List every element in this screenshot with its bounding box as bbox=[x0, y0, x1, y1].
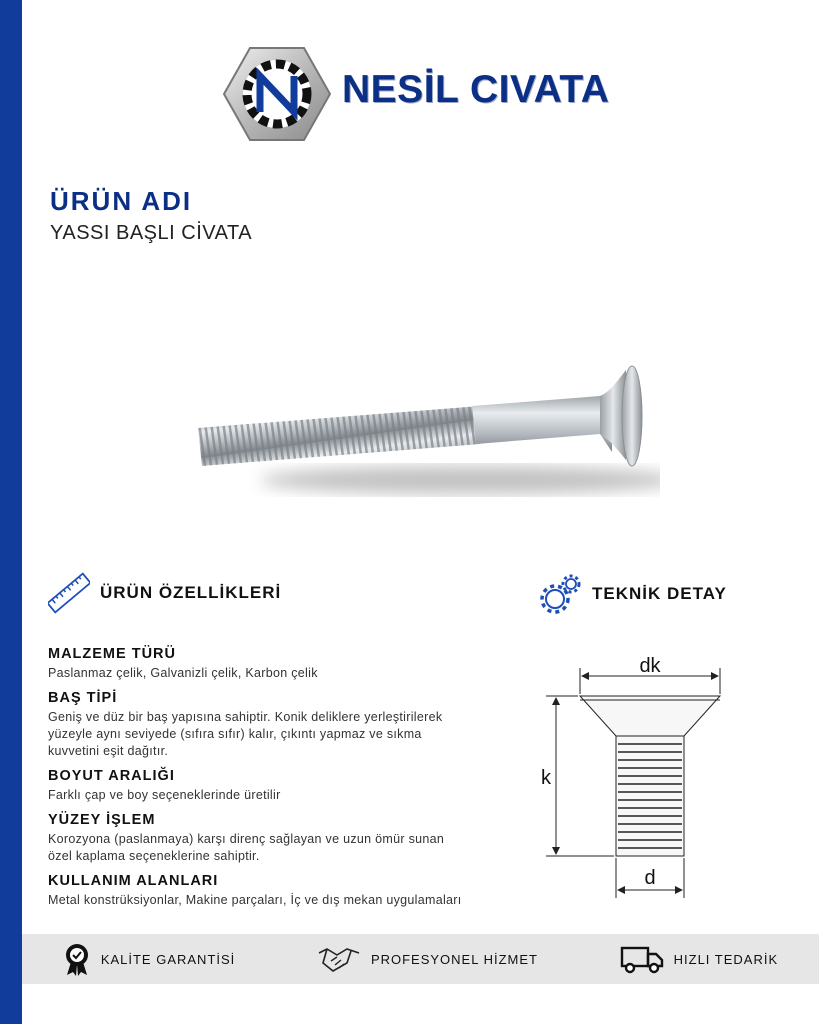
spec-item-size-range bbox=[48, 768, 468, 804]
product-name-label: ÜRÜN ADI bbox=[50, 186, 193, 216]
spec-value: Geniş ve düz bir baş yapısına sahiptir. Konik deliklere yerleştirilerek yüzeyle aynı seviyede (sıfıra sıfır) kalır, çıkıntı yapmaz ve sıkma kuvvetini eşit dağıtır. bbox=[48, 710, 443, 758]
spec-label: KULLANIM ALANLARI bbox=[48, 873, 219, 889]
spec-item-surface bbox=[48, 812, 468, 865]
footer-label: PROFESYONEL HİZMET bbox=[370, 951, 538, 967]
brand-name: NESİL CIVATA bbox=[342, 68, 610, 111]
award-badge-icon bbox=[63, 942, 91, 976]
spec-item-material bbox=[48, 646, 468, 682]
footer-label: KALİTE GARANTİSİ bbox=[100, 951, 236, 967]
spec-label: BOYUT ARALIĞI bbox=[48, 768, 175, 784]
features-title: ÜRÜN ÖZELLİKLERİ bbox=[100, 583, 282, 602]
spec-value: Korozyona (paslanmaya) karşı direnç sağlayan ve uzun ömür sunan özel kaplama seçeneklerine sahiptir. bbox=[48, 832, 445, 863]
footer-bar bbox=[22, 934, 819, 984]
brand-logo bbox=[222, 46, 610, 142]
delivery-truck-icon bbox=[620, 944, 664, 974]
footer-item-quality bbox=[63, 942, 235, 976]
side-accent-bar bbox=[0, 0, 22, 1024]
spec-value: Paslanmaz çelik, Galvanizli çelik, Karbon çelik bbox=[48, 666, 318, 680]
handshake-icon bbox=[317, 945, 361, 973]
ruler-icon bbox=[48, 572, 90, 614]
spec-item-head-type bbox=[48, 690, 468, 760]
spec-value: Metal konstrüksiyonlar, Makine parçaları, İç ve dış mekan uygulamaları bbox=[48, 893, 462, 907]
bolt-product-image bbox=[180, 340, 660, 530]
technical-title: TEKNİK DETAY bbox=[592, 584, 727, 603]
diagram-label-dk: dk bbox=[639, 655, 661, 677]
technical-diagram bbox=[530, 648, 770, 898]
spec-list bbox=[48, 646, 468, 917]
hex-nut-logo-icon bbox=[222, 46, 332, 142]
spec-label: BAŞ TİPİ bbox=[48, 690, 118, 706]
spec-value: Farklı çap ve boy seçeneklerinde üretilir bbox=[48, 788, 281, 802]
spec-label: MALZEME TÜRÜ bbox=[48, 646, 176, 662]
footer-label: HIZLI TEDARİK bbox=[673, 951, 779, 967]
diagram-label-k: k bbox=[541, 767, 551, 789]
features-heading bbox=[48, 572, 281, 614]
diagram-label-d: d bbox=[644, 867, 656, 889]
footer-item-delivery bbox=[620, 944, 779, 974]
footer-item-service bbox=[317, 945, 538, 973]
technical-heading bbox=[538, 572, 727, 616]
spec-item-usage bbox=[48, 873, 468, 909]
spec-label: YÜZEY İŞLEM bbox=[48, 812, 156, 828]
product-name: YASSI BAŞLI CİVATA bbox=[50, 222, 253, 244]
gears-icon bbox=[538, 572, 582, 616]
